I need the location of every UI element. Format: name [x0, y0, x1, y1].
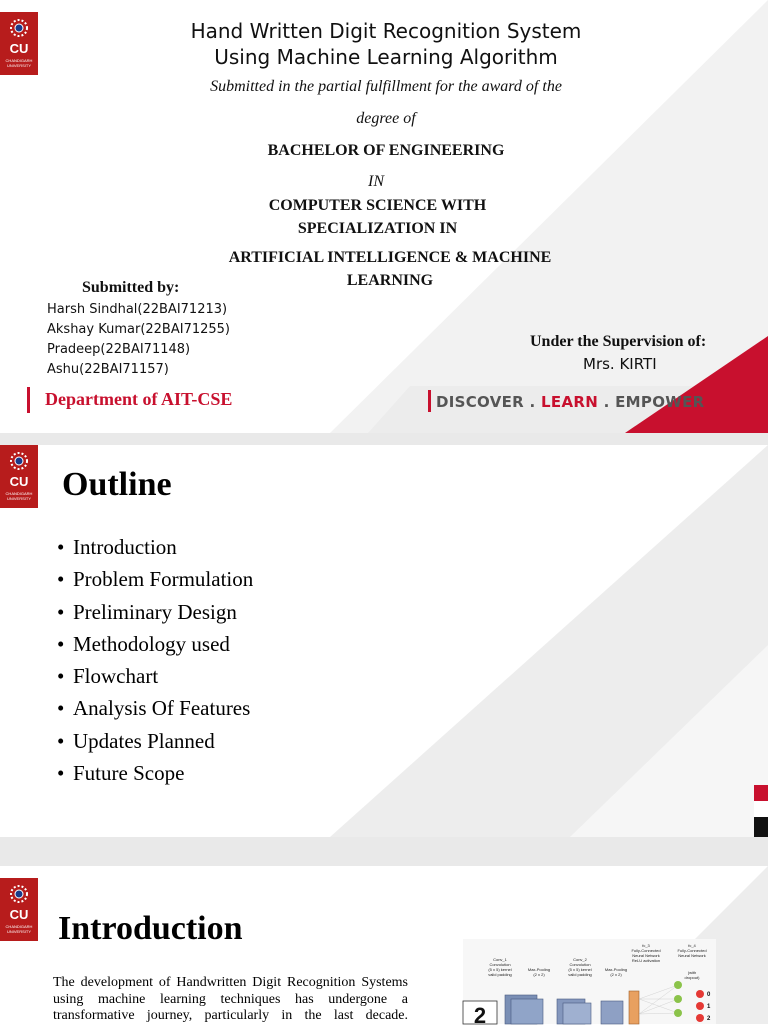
pool2-label: Max-Pooling [604, 967, 628, 972]
gear-emblem-icon [7, 882, 31, 906]
list-item: • Preliminary Design [57, 599, 237, 624]
logo-cu-text: CU [9, 41, 29, 56]
paragraph-line: The development of Handwritten Digit Recognition Systems [53, 975, 408, 990]
gear-emblem-icon [7, 16, 31, 40]
dropout-label: (with [687, 970, 697, 975]
outline-list [57, 531, 253, 789]
branch-line-1: COMPUTER SCIENCE WITH [268, 197, 487, 214]
supervision-label: Under the Supervision of: [530, 333, 707, 350]
conv1-label: Conv_1 [493, 957, 507, 962]
specialization-line-1: ARTIFICIAL INTELLIGENCE & MACHINE [228, 249, 552, 266]
hidden-neuron [674, 995, 682, 1003]
list-item: • Flowchart [57, 664, 159, 689]
fc4-label: Neural Network [678, 953, 706, 958]
university-logo [0, 445, 38, 508]
department-accent-bar [27, 387, 30, 413]
degree-name: BACHELOR OF ENGINEERING [267, 142, 505, 159]
pool1-label: (2 x 2) [533, 972, 545, 977]
hidden-neuron [674, 981, 682, 989]
list-item: • Updates Planned [57, 728, 215, 753]
gear-emblem-icon [7, 449, 31, 473]
conv2-label: Conv_2 [573, 957, 587, 962]
conv2-label: (5 x 5) kernel [568, 967, 592, 972]
slide-separator [0, 837, 768, 866]
conv1-label: (5 x 5) kernel [488, 967, 512, 972]
cnn-architecture-diagram [463, 939, 716, 1024]
hidden-neuron [674, 1009, 682, 1017]
logo-university-text: CHANDIGARH UNIVERSITY [5, 58, 33, 68]
flatten-layer [629, 991, 639, 1024]
list-item: • Methodology used [57, 631, 230, 656]
output-label: 0 [707, 992, 711, 998]
paragraph-line: using machine learning techniques has undergone a [53, 991, 408, 1007]
subtitle-line-1: Submitted in the partial fulfillment for the award of the [210, 78, 562, 95]
student-name: Pradeep(22BAI71148) [47, 342, 191, 357]
conv2-label: valid padding [568, 972, 592, 977]
pool2-label: (2 x 2) [610, 972, 622, 977]
fc4-label: Fully-Connected [677, 948, 707, 953]
list-item: • Analysis Of Features [57, 696, 251, 721]
fc3-label: ReLU activation [631, 958, 661, 963]
title-line-2: Using Machine Learning Algorithm [214, 45, 558, 69]
list-item: • Introduction [57, 535, 177, 559]
pool1-label: Max-Pooling [527, 967, 551, 972]
dropout-label: dropout) [684, 975, 700, 980]
supervisor-name: Mrs. KIRTI [583, 355, 657, 373]
title-line-1: Hand Written Digit Recognition System [190, 19, 582, 43]
student-name: Harsh Sindhal(22BAI71213) [47, 302, 228, 317]
conv2-feature-map [563, 1003, 591, 1024]
conv2-label: Convolution [569, 962, 591, 967]
fc3-label: Neural Network [632, 953, 660, 958]
introduction-paragraph [53, 975, 408, 1025]
logo-university-text: CHANDIGARH UNIVERSITY [5, 924, 33, 934]
slide-separator [0, 433, 768, 445]
output-neuron [696, 990, 704, 998]
student-list [47, 300, 230, 380]
pool2-feature-map [601, 1001, 623, 1024]
paragraph-line: transformative journey, particularly in the last decade. [53, 1008, 408, 1023]
student-name: Ashu(22BAI71157) [47, 362, 169, 377]
tagline-learn: LEARN [541, 393, 599, 411]
logo-cu-text: CU [9, 907, 29, 922]
logo-university-text: CHANDIGARH UNIVERSITY [5, 491, 33, 501]
output-label: 1 [707, 1004, 711, 1010]
output-label: 2 [707, 1016, 711, 1022]
output-neuron [696, 1014, 704, 1022]
university-logo [0, 12, 38, 75]
tagline-discover: DISCOVER [436, 393, 524, 411]
subtitle-line-2: degree of [356, 110, 416, 127]
side-white-tab [754, 801, 768, 817]
introduction-title: Introduction [58, 910, 243, 947]
university-logo [0, 878, 38, 941]
output-neuron [696, 1002, 704, 1010]
fc3-label: fc_3 [642, 943, 650, 948]
input-digit: 2 [473, 1003, 487, 1025]
tagline-empower: EMPOWER [615, 393, 705, 411]
logo-cu-text: CU [9, 474, 29, 489]
list-item: • Problem Formulation [57, 567, 254, 592]
in-label: IN [368, 173, 384, 190]
side-red-tab [754, 785, 768, 801]
specialization-line-2: LEARNING [346, 272, 434, 289]
list-item: • Future Scope [57, 761, 185, 786]
branch-line-2: SPECIALIZATION IN [297, 220, 458, 237]
submitted-by-label: Submitted by: [82, 279, 180, 296]
presentation-title [100, 18, 672, 70]
tagline-accent-bar [428, 390, 431, 412]
conv1-label: valid padding [488, 972, 512, 977]
student-name: Akshay Kumar(22BAI71255) [47, 322, 231, 337]
outline-title: Outline [62, 466, 172, 503]
conv1-feature-map [511, 999, 543, 1024]
fc3-label: Fully-Connected [631, 948, 661, 953]
title-slide [0, 0, 768, 433]
conv1-label: Convolution [489, 962, 511, 967]
fc4-label: fc_4 [688, 943, 696, 948]
tagline: DISCOVER . LEARN . EMPOWER [436, 393, 705, 411]
department-name: Department of AIT-CSE [45, 389, 233, 409]
